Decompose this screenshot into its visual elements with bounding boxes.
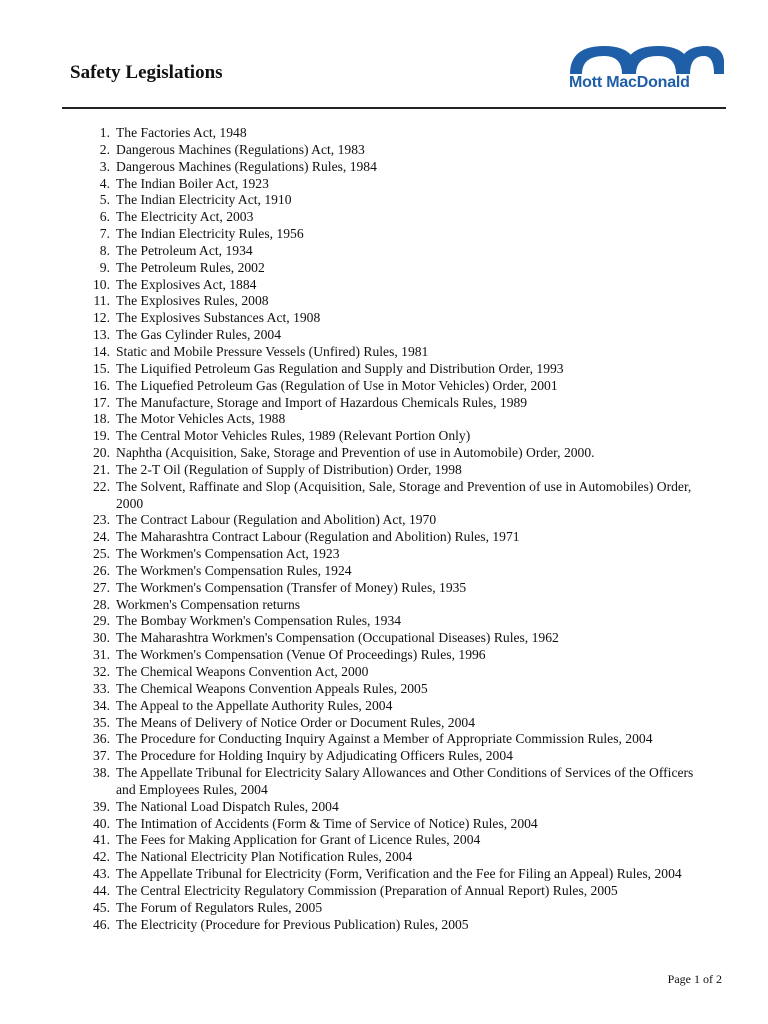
list-item xyxy=(0,344,768,361)
list-item xyxy=(0,883,768,900)
list-item xyxy=(0,546,768,563)
list-item-text: The Indian Boiler Act, 1923 xyxy=(116,175,269,191)
list-item-text: Dangerous Machines (Regulations) Rules, 1984 xyxy=(116,158,377,174)
list-item xyxy=(0,226,768,243)
list-item xyxy=(0,445,768,462)
list-item-number: 38. xyxy=(93,765,110,781)
list-item-text: The Appellate Tribunal for Electricity (Form, Verification and the Fee for Filing an Appeal) Rules, 2004 xyxy=(116,866,682,882)
list-item xyxy=(0,159,768,176)
legislation-list xyxy=(0,125,768,934)
list-item-number: 46. xyxy=(93,916,110,932)
list-item xyxy=(0,816,768,833)
list-item xyxy=(0,832,768,849)
list-item xyxy=(0,462,768,479)
list-item xyxy=(0,361,768,378)
list-item-number: 41. xyxy=(93,832,110,848)
list-item-number: 2. xyxy=(99,141,110,157)
list-item-number: 25. xyxy=(93,546,110,562)
company-logo xyxy=(566,44,726,96)
list-item xyxy=(0,597,768,614)
list-item xyxy=(0,395,768,412)
list-item-text: Static and Mobile Pressure Vessels (Unfired) Rules, 1981 xyxy=(116,343,429,359)
header-divider xyxy=(62,107,726,109)
list-item-text: The Appeal to the Appellate Authority Rules, 2004 xyxy=(116,697,393,713)
list-item-number: 36. xyxy=(93,731,110,747)
list-item xyxy=(0,765,768,799)
page-title: Safety Legislations xyxy=(70,62,223,83)
list-item xyxy=(0,142,768,159)
list-item-text: The Gas Cylinder Rules, 2004 xyxy=(116,327,281,343)
list-item-number: 12. xyxy=(93,310,110,326)
list-item-number: 16. xyxy=(93,377,110,393)
list-item xyxy=(0,715,768,732)
list-item xyxy=(0,327,768,344)
list-item-number: 29. xyxy=(93,613,110,629)
list-item xyxy=(0,731,768,748)
list-item-text: The Means of Delivery of Notice Order or Document Rules, 2004 xyxy=(116,714,475,730)
list-item xyxy=(0,647,768,664)
list-item-text: The Fees for Making Application for Grant of Licence Rules, 2004 xyxy=(116,832,481,848)
list-item-text: The National Load Dispatch Rules, 2004 xyxy=(116,798,339,814)
list-item-text: The Chemical Weapons Convention Act, 2000 xyxy=(116,664,369,679)
list-item-text: The Electricity (Procedure for Previous Publication) Rules, 2005 xyxy=(116,916,469,932)
list-item-number: 32. xyxy=(93,664,110,679)
list-item xyxy=(0,176,768,193)
list-item xyxy=(0,479,768,513)
list-item xyxy=(0,698,768,715)
list-item-text: The Manufacture, Storage and Import of Hazardous Chemicals Rules, 1989 xyxy=(116,394,528,410)
list-item xyxy=(0,209,768,226)
list-item-text: The Indian Electricity Act, 1910 xyxy=(116,192,292,208)
list-item-text: The Forum of Regulators Rules, 2005 xyxy=(116,899,323,915)
list-item-text: Dangerous Machines (Regulations) Act, 1983 xyxy=(116,141,365,157)
list-item-number: 28. xyxy=(93,596,110,612)
list-item-text: The Liquefied Petroleum Gas (Regulation of Use in Motor Vehicles) Order, 2001 xyxy=(116,377,558,393)
list-item-number: 45. xyxy=(93,899,110,915)
list-item-text: The Liquified Petroleum Gas Regulation and Supply and Distribution Order, 1993 xyxy=(116,360,564,376)
list-item xyxy=(0,563,768,580)
list-item-text: The Explosives Rules, 2008 xyxy=(116,293,269,309)
list-item-number: 18. xyxy=(93,411,110,427)
list-item xyxy=(0,917,768,934)
list-item-number: 23. xyxy=(93,512,110,528)
list-item-text: The Workmen's Compensation (Transfer of Money) Rules, 1935 xyxy=(116,579,467,595)
list-item xyxy=(0,580,768,597)
list-item-text: The National Electricity Plan Notification Rules, 2004 xyxy=(116,849,413,865)
list-item-number: 24. xyxy=(93,529,110,545)
list-item xyxy=(0,293,768,310)
list-item-text: The Explosives Substances Act, 1908 xyxy=(116,310,321,326)
logo-arches-icon xyxy=(566,44,726,74)
list-item-text: The Motor Vehicles Acts, 1988 xyxy=(116,411,286,427)
list-item-text: The Appellate Tribunal for Electricity Salary Allowances and Other Conditions of Services of the Officers and Employees Rules, 2004 xyxy=(116,765,694,797)
list-item-text: Naphtha (Acquisition, Sake, Storage and Prevention of use in Automobile) Order, 2000. xyxy=(116,445,595,461)
list-item xyxy=(0,243,768,260)
list-item-number: 39. xyxy=(93,798,110,814)
list-item-text: Workmen's Compensation returns xyxy=(116,596,301,612)
list-item-number: 6. xyxy=(99,209,110,225)
list-item-text: The Electricity Act, 2003 xyxy=(116,209,254,225)
list-item-number: 42. xyxy=(93,849,110,865)
list-item-number: 10. xyxy=(93,276,110,292)
list-item xyxy=(0,411,768,428)
list-item-number: 8. xyxy=(99,242,110,258)
list-item-text: The Maharashtra Contract Labour (Regulation and Abolition) Rules, 1971 xyxy=(116,529,520,545)
list-item-number: 7. xyxy=(99,226,110,242)
list-item-text: The Central Motor Vehicles Rules, 1989 (Relevant Portion Only) xyxy=(116,428,471,444)
list-item-number: 22. xyxy=(93,478,110,494)
list-item-number: 37. xyxy=(93,748,110,764)
page-number: Page 1 of 2 xyxy=(667,972,722,986)
page-header xyxy=(0,0,768,110)
list-item xyxy=(0,630,768,647)
list-item-number: 15. xyxy=(93,360,110,376)
list-item xyxy=(0,512,768,529)
list-item-text: The Workmen's Compensation Rules, 1924 xyxy=(116,562,352,578)
list-item xyxy=(0,613,768,630)
list-item-number: 21. xyxy=(93,461,110,477)
list-item-text: The Factories Act, 1948 xyxy=(116,125,247,140)
list-item-text: The Workmen's Compensation (Venue Of Proceedings) Rules, 1996 xyxy=(116,647,486,663)
list-item-number: 1. xyxy=(99,125,110,140)
list-item-number: 44. xyxy=(93,882,110,898)
list-item-text: The Indian Electricity Rules, 1956 xyxy=(116,226,304,242)
list-item-number: 4. xyxy=(99,175,110,191)
list-item-text: The Explosives Act, 1884 xyxy=(116,276,257,292)
list-item-text: The Petroleum Rules, 2002 xyxy=(116,259,265,275)
list-item-number: 14. xyxy=(93,343,110,359)
list-item xyxy=(0,529,768,546)
list-item-text: The Procedure for Conducting Inquiry Against a Member of Appropriate Commission Rules, 2004 xyxy=(116,731,653,747)
list-item-text: The Procedure for Holding Inquiry by Adjudicating Officers Rules, 2004 xyxy=(116,748,513,764)
list-item-number: 9. xyxy=(99,259,110,275)
list-item-number: 5. xyxy=(99,192,110,208)
list-item-number: 19. xyxy=(93,428,110,444)
list-item-text: The Central Electricity Regulatory Commission (Preparation of Annual Report) Rules, 2005 xyxy=(116,882,618,898)
list-item-text: The Bombay Workmen's Compensation Rules, 1934 xyxy=(116,613,402,629)
list-item-text: The Petroleum Act, 1934 xyxy=(116,242,253,258)
list-item xyxy=(0,900,768,917)
list-item-text: The 2-T Oil (Regulation of Supply of Distribution) Order, 1998 xyxy=(116,461,462,477)
list-item-text: The Contract Labour (Regulation and Abolition) Act, 1970 xyxy=(116,512,437,528)
list-item-text: The Solvent, Raffinate and Slop (Acquisition, Sale, Storage and Prevention of use in Automobiles) Order, 2000 xyxy=(116,478,692,511)
list-item-number: 17. xyxy=(93,394,110,410)
list-item xyxy=(0,849,768,866)
list-item xyxy=(0,664,768,681)
logo-text: Mott MacDonald xyxy=(569,74,690,91)
list-item xyxy=(0,277,768,294)
list-item xyxy=(0,748,768,765)
list-item-number: 34. xyxy=(93,697,110,713)
list-item-number: 11. xyxy=(93,293,110,309)
list-item-number: 33. xyxy=(93,680,110,696)
list-item xyxy=(0,310,768,327)
list-item-number: 26. xyxy=(93,562,110,578)
list-item-text: The Intimation of Accidents (Form & Time of Service of Notice) Rules, 2004 xyxy=(116,815,538,831)
list-item xyxy=(0,125,768,142)
list-item-number: 43. xyxy=(93,866,110,882)
list-item-text: The Chemical Weapons Convention Appeals Rules, 2005 xyxy=(116,680,428,696)
list-item xyxy=(0,260,768,277)
list-item-number: 31. xyxy=(93,647,110,663)
list-item xyxy=(0,428,768,445)
list-item-number: 13. xyxy=(93,327,110,343)
list-item xyxy=(0,866,768,883)
list-item-text: The Workmen's Compensation Act, 1923 xyxy=(116,546,340,562)
list-item-number: 3. xyxy=(99,158,110,174)
list-item-text: The Maharashtra Workmen's Compensation (Occupational Diseases) Rules, 1962 xyxy=(116,630,559,646)
list-item xyxy=(0,799,768,816)
list-item xyxy=(0,378,768,395)
list-item xyxy=(0,681,768,698)
list-item-number: 30. xyxy=(93,630,110,646)
list-item-number: 20. xyxy=(93,445,110,461)
list-item xyxy=(0,192,768,209)
list-item-number: 27. xyxy=(93,579,110,595)
list-item-number: 40. xyxy=(93,815,110,831)
list-item-number: 35. xyxy=(93,714,110,730)
